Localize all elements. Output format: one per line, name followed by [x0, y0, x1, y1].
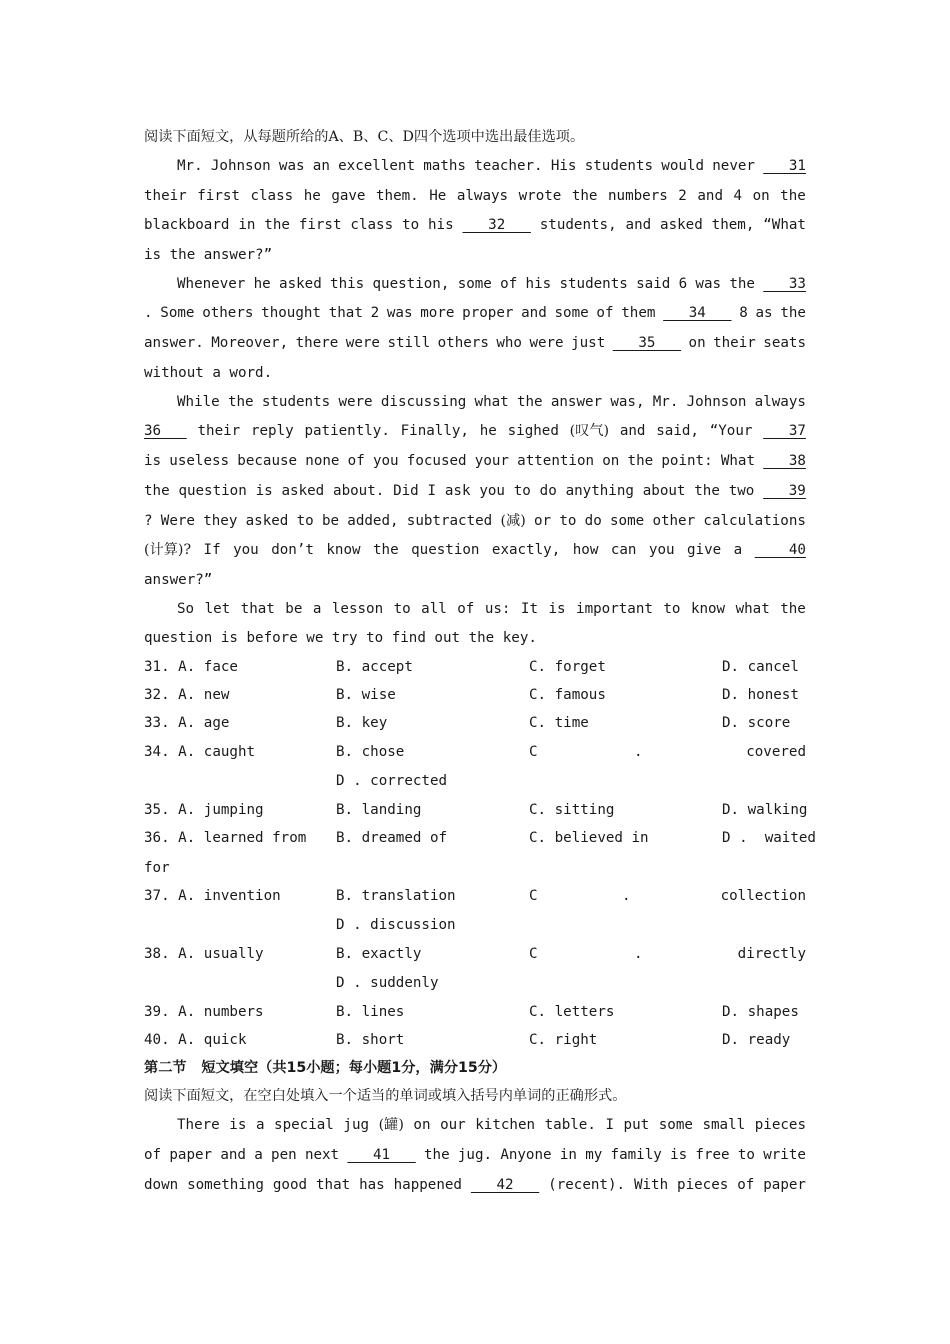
- word: the: [571, 188, 598, 204]
- option-c-dot[interactable]: .: [622, 888, 631, 904]
- word: know: [690, 601, 726, 617]
- word: ?: [144, 513, 153, 529]
- passage-1-line: [144, 540, 806, 560]
- word: others: [202, 305, 254, 321]
- option-d[interactable]: D . suddenly: [336, 975, 439, 991]
- passage-1-line: [144, 186, 806, 206]
- word: students: [584, 158, 654, 174]
- option-d[interactable]: D. walking: [722, 802, 808, 818]
- option-c[interactable]: C. letters: [529, 1004, 615, 1020]
- word: just: [571, 335, 606, 351]
- word: to: [393, 601, 411, 617]
- option-b[interactable]: B. chose: [336, 744, 405, 760]
- word: always: [754, 394, 806, 410]
- option-d[interactable]: D. score: [722, 715, 791, 731]
- word: what: [735, 601, 770, 617]
- word: my: [585, 1147, 603, 1163]
- word: them: [621, 305, 656, 321]
- word: the: [780, 601, 806, 617]
- word: know: [326, 542, 361, 558]
- instruction-2: 阅读下面短文，在空白处填入一个适当的单词或填入括号内单词的正确形式。: [144, 1088, 627, 1104]
- answer-blank: 40: [754, 542, 806, 558]
- word: he: [479, 423, 497, 439]
- word: anything: [565, 483, 634, 499]
- option-a[interactable]: 40. A. quick: [144, 1032, 247, 1048]
- word: to: [663, 601, 681, 617]
- word: Did: [393, 483, 419, 499]
- word: asked: [279, 276, 322, 292]
- word: of: [144, 1147, 162, 1163]
- word: students: [559, 276, 628, 292]
- word: because: [237, 453, 298, 469]
- passage-1-line: [144, 511, 806, 531]
- word: While: [177, 394, 220, 410]
- word: calculations: [703, 513, 806, 529]
- word: pieces: [754, 1117, 806, 1133]
- option-c-letter[interactable]: C: [529, 888, 538, 904]
- word: useless: [169, 453, 230, 469]
- word: an: [312, 158, 330, 174]
- word: With: [633, 1177, 669, 1193]
- word: you: [233, 542, 259, 558]
- word: were: [529, 335, 564, 351]
- word: on: [688, 335, 706, 351]
- word: you: [479, 483, 505, 499]
- word: answer.: [144, 335, 204, 351]
- option-c[interactable]: C. famous: [529, 687, 606, 703]
- word: There: [177, 1117, 220, 1133]
- word: first: [197, 188, 240, 204]
- word: the: [264, 217, 290, 233]
- word: If: [203, 542, 221, 558]
- word: his: [428, 217, 454, 233]
- word: said,: [656, 423, 699, 439]
- word: them.: [376, 188, 419, 204]
- word: write: [763, 1147, 806, 1163]
- passage-1-line: without a word.: [144, 365, 273, 381]
- word: (罐): [378, 1117, 404, 1133]
- passage-1-line: [144, 333, 806, 353]
- option-b[interactable]: B. lines: [336, 1004, 405, 1020]
- word: focused: [406, 453, 467, 469]
- word: sighed: [507, 423, 559, 439]
- word: be: [321, 513, 340, 529]
- word: the: [516, 394, 543, 410]
- word: your: [474, 453, 509, 469]
- word: a: [312, 601, 322, 617]
- passage-1-line: is the answer?”: [144, 247, 273, 263]
- option-b[interactable]: B. exactly: [336, 946, 422, 962]
- word: subtracted: [406, 513, 493, 529]
- word: let: [204, 601, 231, 617]
- option-c-letter[interactable]: C: [529, 946, 538, 962]
- word: their: [713, 335, 756, 351]
- word: said: [636, 276, 671, 292]
- word: the: [144, 483, 170, 499]
- word: that: [328, 305, 363, 321]
- word: small: [702, 1117, 746, 1133]
- word: and: [521, 305, 547, 321]
- word: more: [420, 305, 455, 321]
- word: His: [550, 158, 577, 174]
- word: kitchen: [475, 1117, 536, 1133]
- option-b[interactable]: B. wise: [336, 687, 396, 703]
- word: or: [533, 513, 552, 529]
- word: proper: [462, 305, 514, 321]
- word: some: [457, 276, 492, 292]
- word: the: [423, 1147, 450, 1163]
- word: never: [712, 158, 755, 174]
- option-a[interactable]: 39. A. numbers: [144, 1004, 264, 1020]
- answer-blank: 33: [763, 276, 806, 292]
- word: is: [229, 1117, 247, 1133]
- word: them,: [711, 217, 755, 233]
- answer-blank: 41: [347, 1147, 416, 1163]
- word: to: [737, 1147, 755, 1163]
- passage-2-line: [144, 1175, 806, 1195]
- word: maths: [423, 158, 466, 174]
- word: blackboard: [144, 217, 230, 233]
- option-c[interactable]: C. forget: [529, 659, 606, 675]
- passage-1-line: [144, 274, 806, 294]
- word: some: [554, 305, 589, 321]
- word: paper: [763, 1177, 806, 1193]
- word: jug.: [457, 1147, 493, 1163]
- word: 6: [678, 276, 688, 292]
- word: and: [625, 217, 652, 233]
- word: was: [278, 158, 305, 174]
- word: students: [261, 394, 331, 410]
- word: were: [338, 394, 373, 410]
- word: of: [500, 276, 518, 292]
- option-c-dot[interactable]: .: [634, 744, 643, 760]
- option-d[interactable]: D. shapes: [722, 1004, 799, 1020]
- option-c[interactable]: covered: [746, 744, 806, 760]
- word: Finally,: [400, 423, 469, 439]
- word: Johnson: [686, 394, 747, 410]
- word: what: [474, 394, 509, 410]
- word: 4: [733, 188, 743, 204]
- word: and: [619, 423, 646, 439]
- word: you: [648, 542, 675, 558]
- word: jug: [343, 1117, 370, 1133]
- word: of: [596, 305, 614, 321]
- word: this: [330, 276, 365, 292]
- word: still: [387, 335, 431, 351]
- answer-blank: 34: [663, 305, 732, 321]
- word: .: [144, 305, 153, 321]
- option-a[interactable]: 32. A. new: [144, 687, 230, 703]
- word: excellent: [338, 158, 416, 174]
- option-b[interactable]: B. translation: [336, 888, 456, 904]
- word: all: [421, 601, 447, 617]
- word: 8: [739, 305, 748, 321]
- word: that: [315, 1177, 351, 1193]
- word: a: [733, 542, 743, 558]
- passage-1-line: [144, 481, 806, 501]
- word: he: [253, 276, 271, 292]
- word: who: [496, 335, 522, 351]
- passage-2-line: [144, 1145, 806, 1165]
- answer-blank: 37: [763, 423, 806, 439]
- word: gave: [331, 188, 366, 204]
- word: What: [720, 453, 755, 469]
- option-d[interactable]: D . waited: [722, 830, 816, 846]
- word: (叹气): [569, 423, 610, 439]
- word: is: [670, 1147, 688, 1163]
- word: something: [187, 1177, 264, 1193]
- word: good: [272, 1177, 308, 1193]
- word: they: [203, 513, 238, 529]
- passage-1-line: [144, 421, 806, 441]
- word: he: [303, 188, 321, 204]
- word: always: [456, 188, 509, 204]
- word: Mr.: [177, 158, 203, 174]
- option-b[interactable]: B. dreamed of: [336, 830, 448, 846]
- word: were: [345, 335, 380, 351]
- word: to: [296, 513, 314, 529]
- word: in: [559, 1147, 577, 1163]
- word: on: [413, 1117, 431, 1133]
- word: I: [427, 483, 437, 499]
- word: (计算)?: [144, 542, 192, 558]
- word: be: [285, 601, 303, 617]
- word: discussing: [380, 394, 467, 410]
- option-a[interactable]: 36. A. learned from: [144, 830, 307, 846]
- word: next: [304, 1147, 340, 1163]
- word: of: [457, 601, 475, 617]
- word: about.: [333, 483, 385, 499]
- option-a[interactable]: 37. A. invention: [144, 888, 281, 904]
- word: pieces: [677, 1177, 729, 1193]
- option-b[interactable]: B. landing: [336, 802, 422, 818]
- word: how: [572, 542, 599, 558]
- option-d-wrap[interactable]: for: [144, 860, 170, 876]
- instruction-1: 阅读下面短文，从每题所给的A、B、C、D四个选项中选出最佳选项。: [144, 129, 585, 145]
- answer-blank: 36: [144, 423, 187, 439]
- option-d[interactable]: D . discussion: [336, 917, 456, 933]
- word: question: [178, 483, 247, 499]
- word: is: [144, 453, 162, 469]
- word: that: [240, 601, 275, 617]
- passage-1-line: [144, 156, 806, 176]
- word: the: [373, 542, 399, 558]
- word: I: [605, 1117, 614, 1133]
- word: the: [729, 276, 755, 292]
- word: was: [386, 305, 413, 321]
- word: was: [695, 276, 722, 292]
- word: Anyone: [500, 1147, 552, 1163]
- word: happened: [393, 1177, 462, 1193]
- word: question: [411, 542, 480, 558]
- passage-1-line: [144, 599, 806, 619]
- word: the: [227, 394, 254, 410]
- word: ask: [444, 483, 471, 499]
- word: “What: [763, 217, 806, 233]
- word: Johnson: [210, 158, 271, 174]
- word: us:: [484, 601, 511, 617]
- word: family: [610, 1147, 662, 1163]
- word: Moreover,: [211, 335, 289, 351]
- answer-blank: 35: [612, 335, 682, 351]
- word: a: [255, 1117, 265, 1133]
- word: first: [298, 217, 342, 233]
- option-d[interactable]: D . corrected: [336, 773, 448, 789]
- word: teacher.: [474, 158, 543, 174]
- answer-blank: 39: [763, 483, 806, 499]
- word: the: [694, 483, 720, 499]
- passage-1-line: [144, 303, 806, 323]
- word: other: [652, 513, 696, 529]
- word: Some: [160, 305, 195, 321]
- option-c[interactable]: C. sitting: [529, 802, 615, 818]
- word: special: [274, 1117, 334, 1133]
- word: on: [752, 188, 770, 204]
- word: answer: [550, 394, 603, 410]
- word: can: [610, 542, 637, 558]
- answer-blank: 42: [470, 1177, 540, 1193]
- word: students,: [539, 217, 617, 233]
- option-a[interactable]: 38. A. usually: [144, 946, 264, 962]
- word: put: [623, 1117, 650, 1133]
- word: lesson: [331, 601, 384, 617]
- option-a[interactable]: 35. A. jumping: [144, 802, 264, 818]
- word: numbers: [607, 188, 668, 204]
- word: to: [513, 483, 531, 499]
- word: It: [520, 601, 538, 617]
- option-d[interactable]: D. cancel: [722, 659, 799, 675]
- word: some: [658, 1117, 693, 1133]
- word: to: [559, 513, 577, 529]
- word: table.: [544, 1117, 596, 1133]
- word: and: [220, 1147, 246, 1163]
- word: added,: [347, 513, 399, 529]
- word: 2: [370, 305, 380, 321]
- word: (recent).: [548, 1177, 626, 1193]
- word: important: [576, 601, 653, 617]
- word: is: [548, 601, 566, 617]
- word: was,: [610, 394, 645, 410]
- word: of: [737, 1177, 755, 1193]
- option-c[interactable]: C. time: [529, 715, 589, 731]
- word: about: [642, 483, 686, 499]
- option-d[interactable]: D. ready: [722, 1032, 791, 1048]
- word: do: [584, 513, 602, 529]
- word: class: [350, 217, 394, 233]
- word: some: [610, 513, 645, 529]
- option-c[interactable]: collection: [720, 888, 806, 904]
- word: none: [305, 453, 340, 469]
- word: patiently.: [304, 423, 390, 439]
- word: on: [602, 453, 620, 469]
- word: “Your: [709, 423, 753, 439]
- word: there: [295, 335, 339, 351]
- passage-1-line: [144, 215, 806, 235]
- word: a: [254, 1147, 263, 1163]
- word: Mr.: [652, 394, 679, 410]
- word: their: [144, 188, 187, 204]
- word: paper: [169, 1147, 213, 1163]
- option-b[interactable]: B. key: [336, 715, 388, 731]
- word: class: [250, 188, 294, 204]
- word: pen: [271, 1147, 297, 1163]
- option-c[interactable]: C. believed in: [529, 830, 649, 846]
- option-a[interactable]: 33. A. age: [144, 715, 230, 731]
- word: the: [627, 453, 654, 469]
- word: attention: [517, 453, 595, 469]
- word: the: [780, 188, 806, 204]
- word: give: [687, 542, 722, 558]
- section-2-heading: 第二节 短文填空（共15小题；每小题1分，满分15分）: [144, 1060, 507, 1076]
- word: question,: [372, 276, 450, 292]
- word: and: [697, 188, 723, 204]
- option-a[interactable]: 31. A. face: [144, 659, 238, 675]
- word: exactly,: [491, 542, 561, 558]
- option-c[interactable]: directly: [737, 946, 806, 962]
- passage-1-line: [144, 392, 806, 412]
- passage-1-line: [144, 451, 806, 471]
- word: Were: [160, 513, 195, 529]
- option-c-letter[interactable]: C: [529, 744, 538, 760]
- passage-1-line: question is before we try to find out the key.: [144, 630, 537, 646]
- passage-2-line: [144, 1115, 806, 1135]
- word: asked: [281, 483, 325, 499]
- word: don’t: [271, 542, 314, 558]
- word: seats: [763, 335, 806, 351]
- word: to: [402, 217, 420, 233]
- word: asked: [245, 513, 289, 529]
- word: thought: [261, 305, 321, 321]
- word: you: [372, 453, 399, 469]
- word: others: [437, 335, 489, 351]
- word: our: [440, 1117, 466, 1133]
- word: would: [661, 158, 705, 174]
- option-a[interactable]: 34. A. caught: [144, 744, 256, 760]
- word: as: [755, 305, 773, 321]
- option-c-dot[interactable]: .: [634, 946, 643, 962]
- option-b[interactable]: B. short: [336, 1032, 405, 1048]
- word: asked: [660, 217, 703, 233]
- option-d[interactable]: D. honest: [722, 687, 799, 703]
- passage-1-line: answer?”: [144, 572, 213, 588]
- word: has: [359, 1177, 385, 1193]
- word: point:: [661, 453, 713, 469]
- word: do: [539, 483, 557, 499]
- word: free: [695, 1147, 730, 1163]
- word: the: [780, 305, 806, 321]
- word: of: [347, 453, 365, 469]
- word: two: [728, 483, 755, 499]
- word: wrote: [518, 188, 562, 204]
- answer-blank: 38: [763, 453, 806, 469]
- word: reply: [250, 423, 294, 439]
- word: 2: [678, 188, 687, 204]
- word: is: [255, 483, 273, 499]
- option-c[interactable]: C. right: [529, 1032, 598, 1048]
- word: He: [429, 188, 447, 204]
- word: (减): [500, 513, 526, 529]
- word: in: [238, 217, 256, 233]
- word: down: [144, 1177, 179, 1193]
- word: his: [525, 276, 552, 292]
- answer-blank: 32: [462, 217, 531, 233]
- answer-blank: 31: [763, 158, 806, 174]
- option-b[interactable]: B. accept: [336, 659, 413, 675]
- word: their: [197, 423, 241, 439]
- word: So: [177, 601, 195, 617]
- word: Whenever: [177, 276, 246, 292]
